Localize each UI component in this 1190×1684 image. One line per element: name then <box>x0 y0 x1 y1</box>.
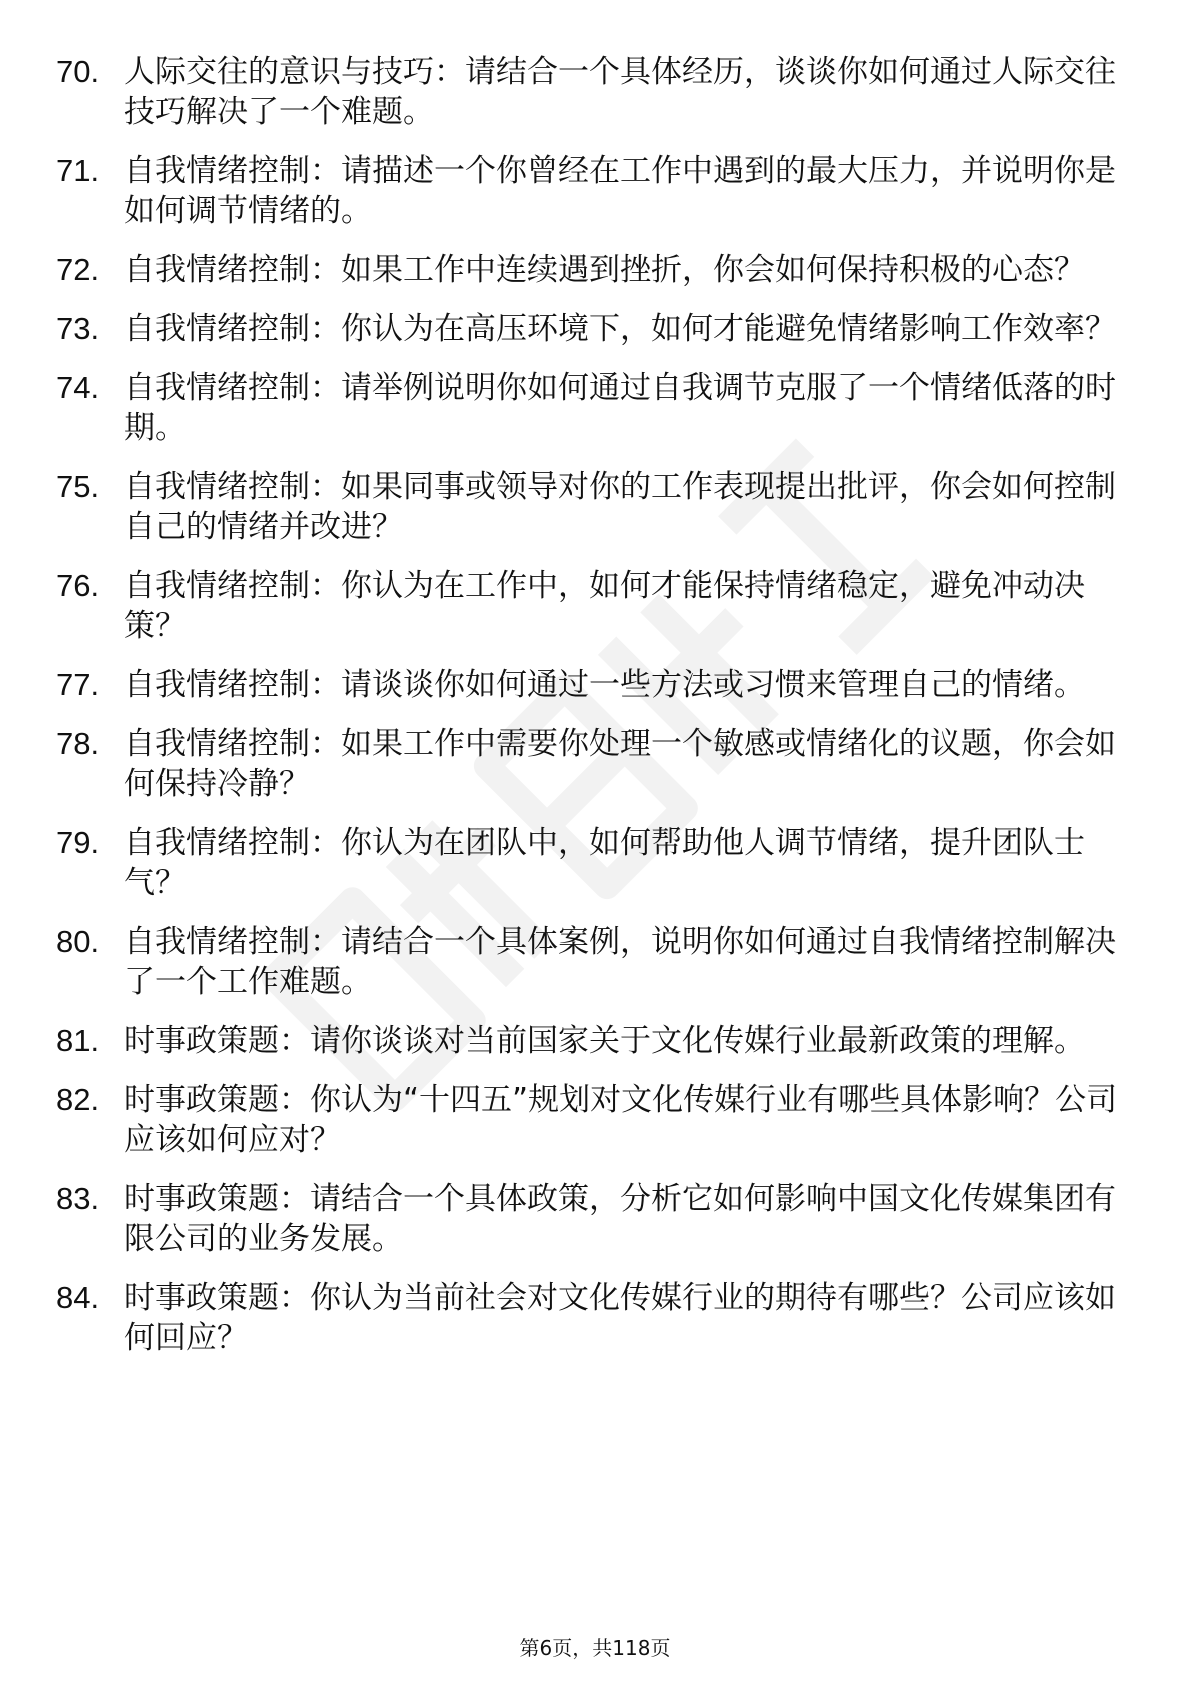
question-number: 75. <box>56 469 100 504</box>
question-text: 自我情绪控制：如果工作中需要你处理一个敏感或情绪化的议题，你会如何保持冷静？ <box>124 726 1116 802</box>
question-number: 82. <box>56 1082 100 1117</box>
question-number: 73. <box>56 311 100 346</box>
question-text: 时事政策题：你认为“十四五”规划对文化传媒行业有哪些具体影响？公司应该如何应对？ <box>124 1082 1118 1158</box>
question-number: 80. <box>56 924 100 959</box>
question-item-79 <box>56 823 1136 903</box>
question-item-82 <box>56 1080 1136 1160</box>
question-item-77 <box>56 665 1136 705</box>
question-text: 自我情绪控制：如果工作中连续遇到挫折，你会如何保持积极的心态？ <box>124 252 1085 288</box>
question-number: 78. <box>56 726 100 761</box>
page-footer <box>0 1632 1190 1661</box>
question-number: 77. <box>56 667 100 702</box>
question-item-83 <box>56 1179 1136 1259</box>
question-item-71 <box>56 151 1136 231</box>
question-text: 自我情绪控制：请谈谈你如何通过一些方法或习惯来管理自己的情绪。 <box>124 667 1085 703</box>
question-item-74 <box>56 368 1136 448</box>
question-number: 76. <box>56 568 100 603</box>
question-text: 自我情绪控制：你认为在高压环境下，如何才能避免情绪影响工作效率？ <box>124 311 1116 347</box>
question-number: 72. <box>56 252 100 287</box>
question-text: 人际交往的意识与技巧：请结合一个具体经历，谈谈你如何通过人际交往技巧解决了一个难题。 <box>124 54 1116 130</box>
question-text: 自我情绪控制：请描述一个你曾经在工作中遇到的最大压力，并说明你是如何调节情绪的。 <box>124 153 1116 229</box>
question-number: 74. <box>56 370 100 405</box>
question-item-84 <box>56 1278 1136 1358</box>
question-item-78 <box>56 724 1136 804</box>
question-item-76 <box>56 566 1136 646</box>
question-number: 83. <box>56 1181 100 1216</box>
question-text: 自我情绪控制：你认为在团队中，如何帮助他人调节情绪，提升团队士气？ <box>124 825 1085 901</box>
question-item-72 <box>56 250 1136 290</box>
question-text: 时事政策题：请结合一个具体政策，分析它如何影响中国文化传媒集团有限公司的业务发展。 <box>124 1181 1116 1257</box>
page-number: 第6页，共118页 <box>519 1636 671 1660</box>
question-number: 84. <box>56 1280 100 1315</box>
question-list <box>56 52 1136 1377</box>
question-number: 71. <box>56 153 100 188</box>
question-item-73 <box>56 309 1136 349</box>
question-text: 自我情绪控制：如果同事或领导对你的工作表现提出批评，你会如何控制自己的情绪并改进？ <box>124 469 1116 545</box>
question-item-70 <box>56 52 1136 132</box>
question-item-80 <box>56 922 1136 1002</box>
question-text: 自我情绪控制：请举例说明你如何通过自我调节克服了一个情绪低落的时期。 <box>124 370 1116 446</box>
question-text: 时事政策题：请你谈谈对当前国家关于文化传媒行业最新政策的理解。 <box>124 1023 1085 1059</box>
question-text: 时事政策题：你认为当前社会对文化传媒行业的期待有哪些？公司应该如何回应？ <box>124 1280 1116 1356</box>
question-text: 自我情绪控制：请结合一个具体案例，说明你如何通过自我情绪控制解决了一个工作难题。 <box>124 924 1116 1000</box>
question-number: 70. <box>56 54 100 89</box>
question-item-75 <box>56 467 1136 547</box>
question-number: 81. <box>56 1023 100 1058</box>
question-number: 79. <box>56 825 100 860</box>
question-text: 自我情绪控制：你认为在工作中，如何才能保持情绪稳定，避免冲动决策？ <box>124 568 1085 644</box>
question-item-81 <box>56 1021 1136 1061</box>
